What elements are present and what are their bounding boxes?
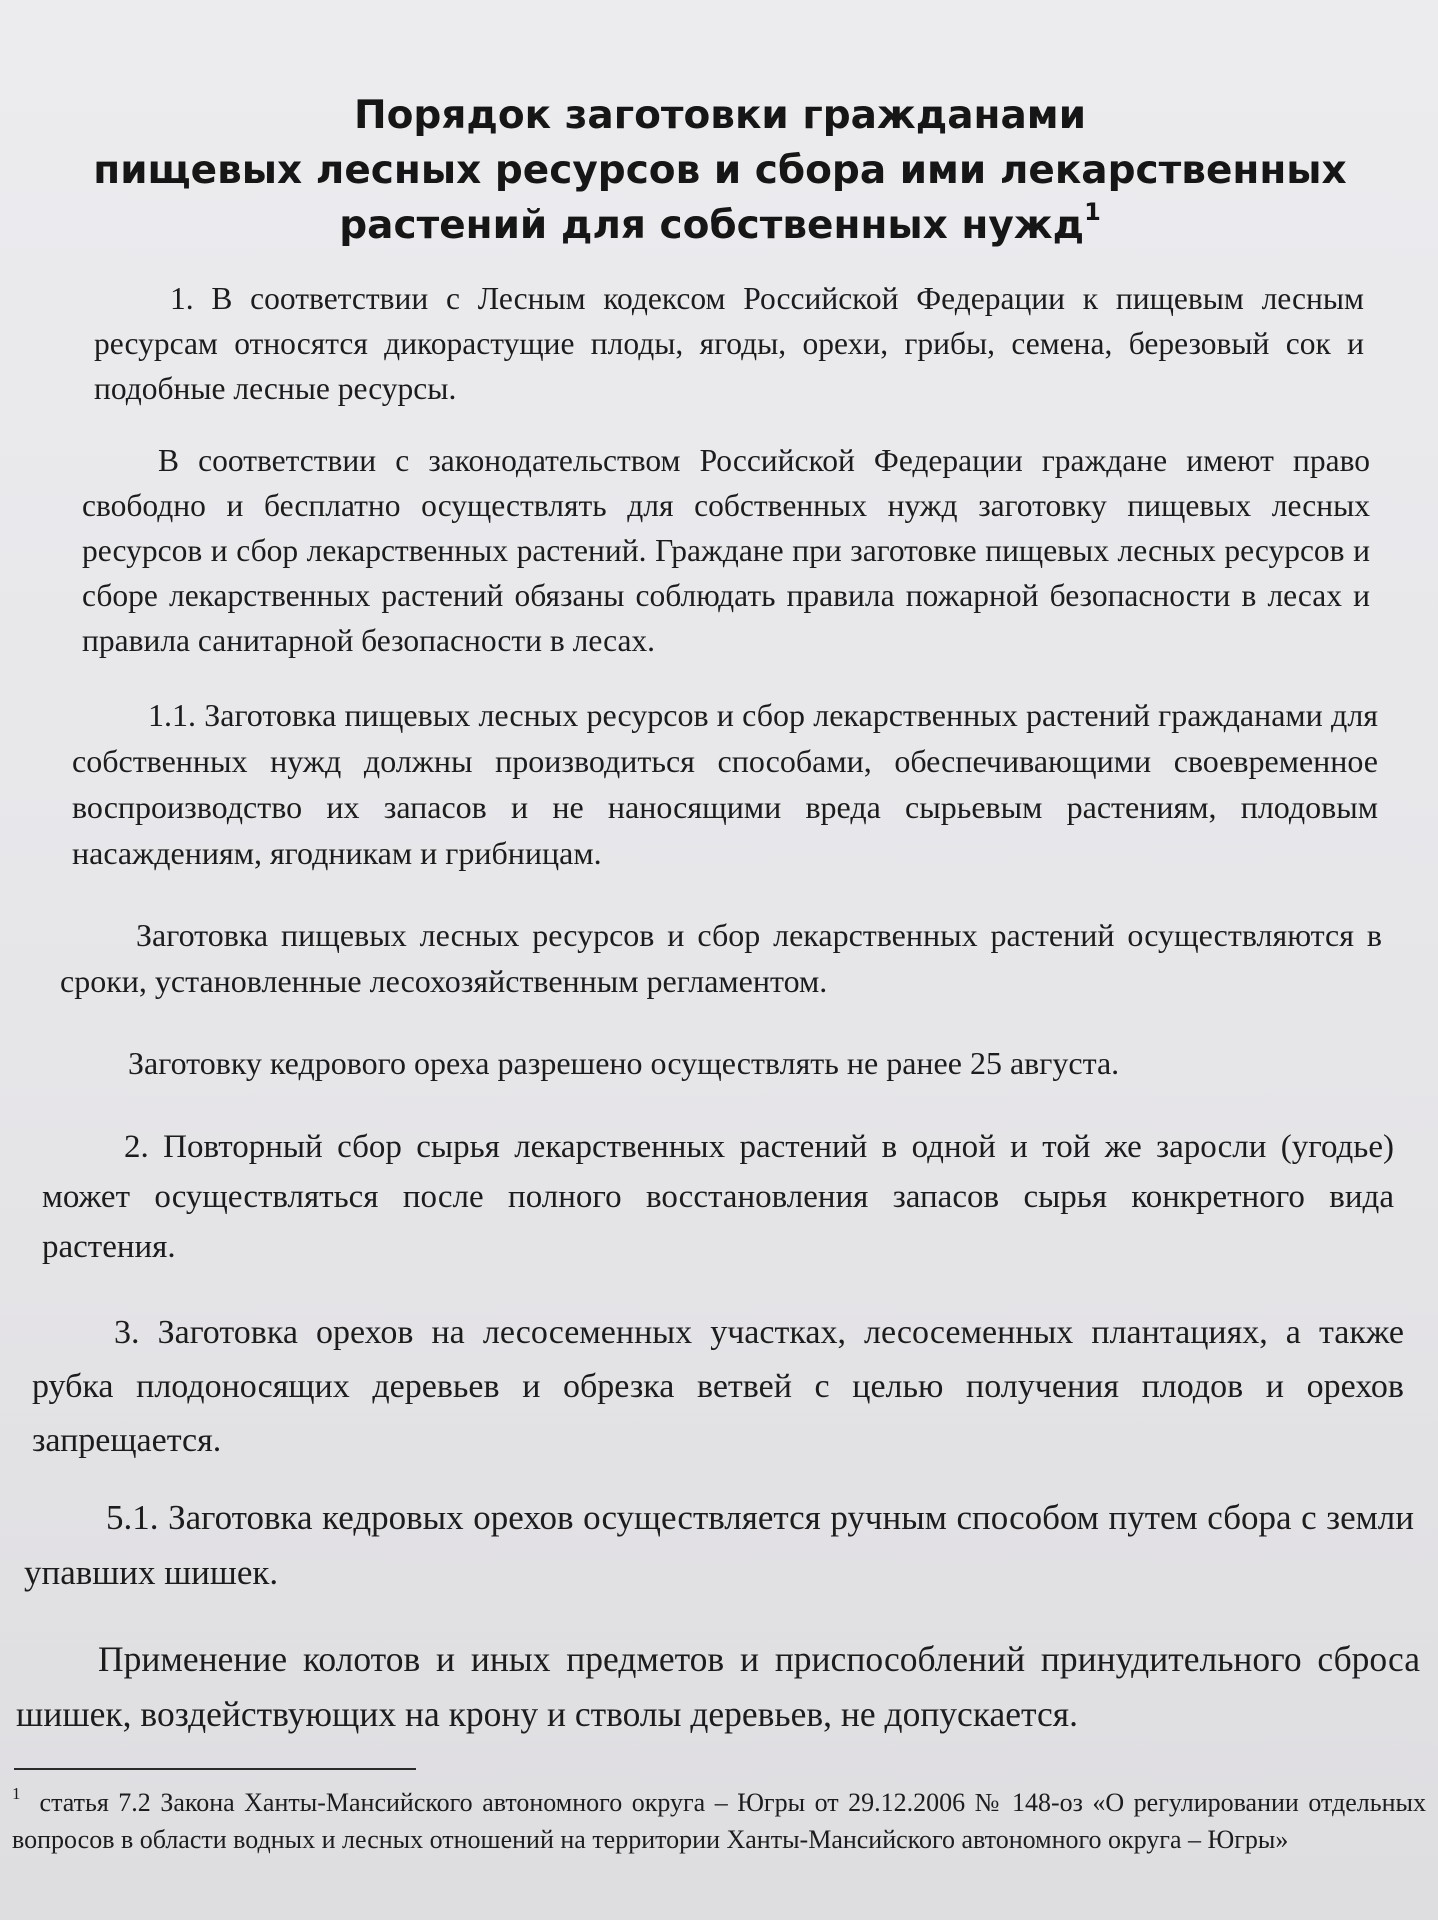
paragraph-4: Заготовка пищевых лесных ресурсов и сбор лекарственных растений осуществляются в сроки, установленные лесохозяйственным регламентом.: [60, 917, 1382, 999]
title-line-3-text: растений для собственных нужд: [339, 203, 1085, 248]
document-title: [90, 88, 1350, 253]
footnote-separator: [14, 1768, 416, 1770]
paragraph-2: В соответствии с законодательством Российской Федерации граждане имеют право свободно и бесплатно осуществлять для собственных нужд заготовку пищевых лесных ресурсов и сбор лекарственных растений. Граждане при заготовке пищевых лесных ресурсов и сборе лекарственных растений обязаны соблюдать правила пожарной безопасности в лесах и правила санитарной безопасности в лесах.: [82, 443, 1370, 658]
footnote-marker: 1: [12, 1784, 21, 1804]
footnote: [12, 1784, 1426, 1858]
footnote-text: статья 7.2 Закона Ханты-Мансийского автономного округа – Югры от 29.12.2006 № 148-оз «О регулировании отдельных вопросов в области водных и лесных отношений на территории Ханты-Мансийского автономного округа – Югры»: [12, 1788, 1427, 1854]
title-footnote-ref: 1: [1084, 198, 1101, 226]
paragraph-1: 1. В соответствии с Лесным кодексом Российской Федерации к пищевым лесным ресурсам относятся дикорастущие плоды, ягоды, орехи, грибы, семена, березовый сок и подобные лесные ресурсы.: [94, 281, 1364, 406]
title-line-1: Порядок заготовки гражданами: [353, 93, 1087, 138]
paragraph-5: Заготовку кедрового ореха разрешено осуществлять не ранее 25 августа.: [128, 1045, 1120, 1081]
paragraph-9: Применение колотов и иных предметов и приспособлений принудительного сброса шишек, воздействующих на крону и стволы деревьев, не допускается.: [16, 1639, 1420, 1734]
paragraph-3-item: 3. Заготовка орехов на лесосеменных участках, лесосеменных плантациях, а также рубка плодоносящих деревьев и обрезка ветвей с целью получения плодов и орехов запрещается.: [32, 1314, 1404, 1459]
paragraph-5-1: 5.1. Заготовка кедровых орехов осуществляется ручным способом путем сбора с земли упавших шишек.: [24, 1498, 1414, 1592]
paragraph-1-1: 1.1. Заготовка пищевых лесных ресурсов и сбор лекарственных растений гражданами для собственных нужд должны производиться способами, обеспечивающими своевременное воспроизводство их запасов и не наносящими вреда сырьевым растениям, плодовым насаждениям, ягодникам и грибницам.: [72, 697, 1378, 871]
paragraph-2-item: 2. Повторный сбор сырья лекарственных растений в одной и той же заросли (угодье) может осуществляться после полного восстановления запасов сырья конкретного вида растения.: [42, 1129, 1394, 1265]
title-line-3: [90, 198, 1350, 253]
title-line-2: пищевых лесных ресурсов и сбора ими лекарственных: [93, 148, 1347, 193]
